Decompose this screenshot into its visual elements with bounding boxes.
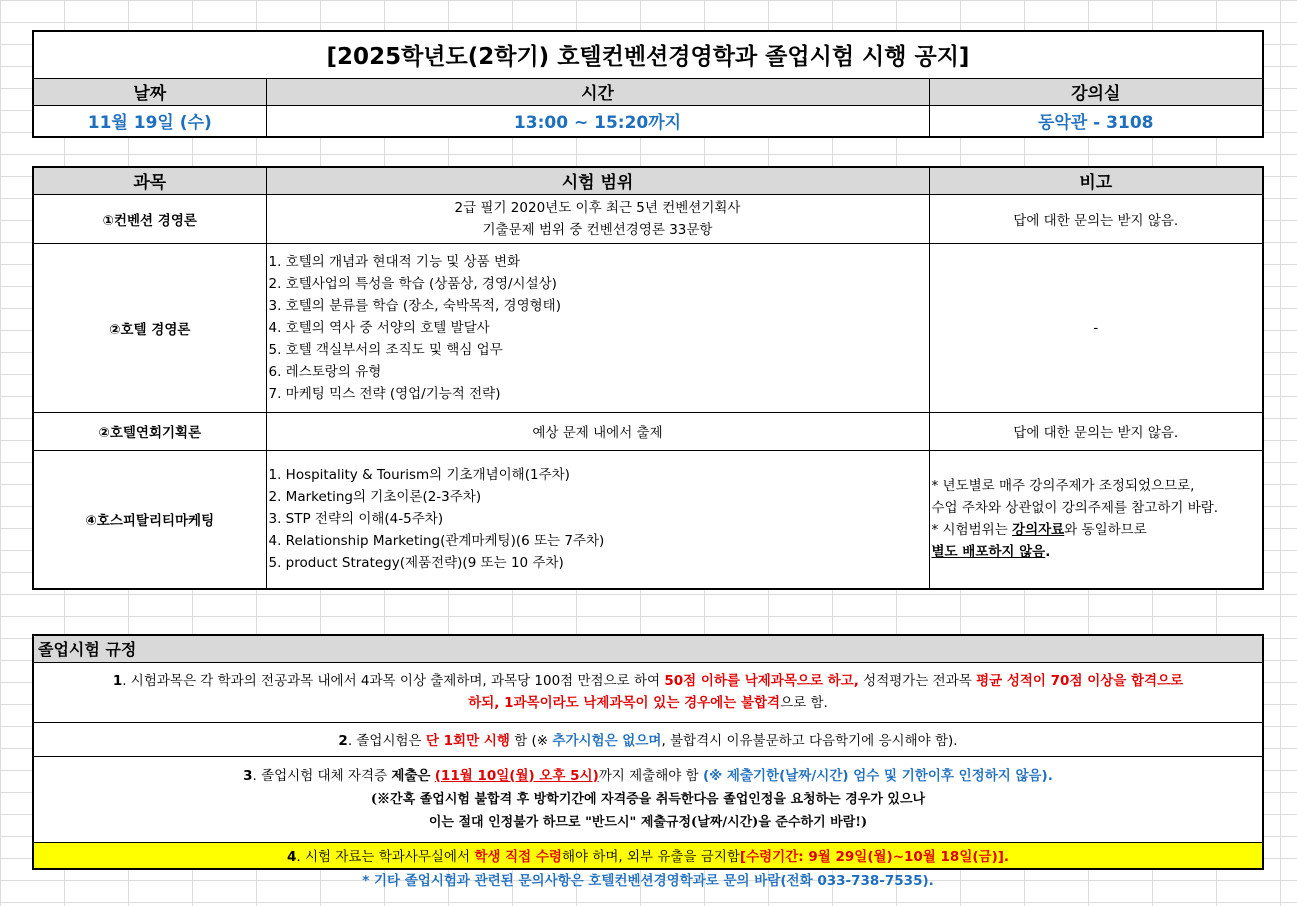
rule-emphasis: 평균 성적이 70점 이상을 합격으로 (976, 673, 1184, 689)
rule-text: 으로 함. (780, 695, 828, 711)
rule-emphasis: 제출은 (391, 767, 431, 784)
range-line: 1. Hospitality & Tourism의 기초개념이해(1주차) (268, 467, 570, 484)
range-line: 7. 마케팅 믹스 전략 (영업/기능적 전략) (268, 385, 501, 402)
rule-emphasis: [수령기간: 9월 29일(월)~10월 18일(금)]. (739, 849, 1010, 866)
header-date: 날짜 (34, 78, 266, 105)
rule-text: 해야 하며, 외부 유출을 금지함 (561, 849, 740, 866)
rule-number: 2 (338, 733, 348, 749)
range-line: 2. Marketing의 기초이론(2-3주차) (268, 489, 482, 506)
subject-name: ④호스피탈리티마케팅 (34, 450, 266, 588)
rule-1 (34, 662, 1262, 722)
range-line: 4. 호텔의 역사 중 서양의 호텔 발달사 (268, 319, 490, 336)
header-range: 시험 범위 (266, 168, 929, 194)
rule-text: 함 (※ (509, 733, 553, 749)
range-line: 2급 필기 2020년도 이후 최근 5년 컨벤션기획사 (454, 199, 741, 216)
range-line: 3. STP 전략의 이해(4-5주차) (268, 511, 444, 528)
rule-text: , 불합격시 이유불문하고 다음학기에 응시해야 함). (661, 733, 958, 749)
rule-text: . 졸업시험은 (347, 733, 426, 749)
subject-note: - (929, 243, 1262, 412)
subject-name: ②호텔연회기획론 (34, 412, 266, 450)
rule-number: 3 (243, 767, 253, 784)
range-line: 3. 호텔의 분류를 학습 (장소, 숙박목적, 경영형태) (268, 297, 561, 314)
subject-range (266, 194, 929, 243)
exam-date: 11월 19일 (수) (34, 105, 266, 136)
note-text: 와 동일하므로 (1064, 522, 1147, 539)
rule-text: 성적평가는 전과목 (858, 673, 977, 689)
rule-emphasis: 50점 이하를 낙제과목으로 하고, (664, 673, 859, 689)
rules-box (32, 634, 1264, 870)
note-text: . (1045, 544, 1051, 561)
rule-4 (34, 842, 1262, 868)
note-emphasis: 별도 배포하지 않음 (931, 544, 1046, 561)
schedule-table (34, 32, 1262, 136)
rule-text: 까지 제출해야 함 (598, 767, 703, 784)
subject-row (34, 243, 1262, 412)
exam-time: 13:00 ~ 15:20까지 (266, 105, 929, 136)
note-line: 수업 주차와 상관없이 강의주제를 참고하기 바람. (931, 500, 1219, 517)
header-subject: 과목 (34, 168, 266, 194)
range-line: 1. 호텔의 개념과 현대적 기능 및 상품 변화 (268, 253, 521, 270)
note-emphasis: 강의자료 (1012, 522, 1065, 539)
rule-line (38, 765, 1258, 788)
header-room: 강의실 (929, 78, 1262, 105)
schedule-box (32, 30, 1264, 138)
range-line: 4. Relationship Marketing(관계마케팅)(6 또는 7주차) (268, 533, 605, 550)
rule-number: 4 (286, 849, 297, 866)
subject-row (34, 194, 1262, 243)
rule-line (38, 670, 1258, 692)
subjects-table (34, 168, 1262, 588)
rules-table (34, 636, 1262, 868)
rule-emphasis: 추가시험은 없으며 (552, 733, 662, 749)
subject-note: 답에 대한 문의는 받지 않음. (929, 194, 1262, 243)
subject-range (266, 412, 929, 450)
rule-text: . 시험 자료는 학과사무실에서 (296, 849, 475, 866)
rule-warning: (※간혹 졸업시험 불합격 후 방학기간에 자격증을 취득한다음 졸업인정을 요청하는 경우가 있으나 (370, 791, 926, 807)
range-line: 2. 호텔사업의 특성을 학습 (상품상, 경영/시설상) (268, 275, 557, 292)
rule-warning: 이는 절대 인정불가 하므로 "반드시" 제출규정(날짜/시간)을 준수하기 바람!) (428, 814, 868, 830)
rule-emphasis: 학생 직접 수령 (474, 849, 562, 866)
rule-3 (34, 756, 1262, 842)
rule-emphasis: 단 1회만 시행 (425, 733, 510, 749)
rule-emphasis: (※ 제출기한(날짜/시간) 엄수 및 기한이후 인정하지 않음). (702, 767, 1053, 784)
rule-text: . 졸업시험 대체 자격증 (252, 767, 392, 784)
subject-range (266, 243, 929, 412)
range-line: 5. product Strategy(제품전략)(9 또는 10 주차) (268, 555, 564, 572)
note-line (932, 541, 1259, 563)
header-note: 비고 (929, 168, 1262, 194)
range-line: 6. 레스토랑의 유형 (268, 363, 382, 380)
rule-line (38, 692, 1258, 714)
subject-row (34, 450, 1262, 588)
note-line: * 년도별로 매주 강의주제가 조정되었으므로, (931, 478, 1195, 495)
range-line: 기출문제 범위 중 컨벤션경영론 33문항 (482, 221, 713, 238)
range-line: 5. 호텔 객실부서의 조직도 및 핵심 업무 (268, 341, 503, 358)
note-text: * 시험범위는 (931, 522, 1013, 539)
subject-name: ①컨벤션 경영론 (34, 194, 266, 243)
range-line: 예상 문제 내에서 출제 (532, 425, 663, 441)
note-line (932, 519, 1259, 541)
rules-heading: 졸업시험 규정 (34, 636, 1262, 662)
subject-name: ②호텔 경영론 (34, 243, 266, 412)
header-time: 시간 (266, 78, 929, 105)
rule-2 (34, 722, 1262, 756)
page-title: [2025학년도(2학기) 호텔컨벤션경영학과 졸업시험 시행 공지] (34, 32, 1262, 78)
subjects-box (32, 166, 1264, 590)
rule-emphasis: 하되, 1과목이라도 낙제과목이 있는 경우에는 불합격 (468, 695, 781, 711)
exam-room: 동악관 - 3108 (929, 105, 1262, 136)
subject-row (34, 412, 1262, 450)
rule-number: 1 (112, 673, 123, 689)
footer-contact: * 기타 졸업시험과 관련된 문의사항은 호텔컨벤션경영학과로 문의 바람(전화 033-738-7535). (362, 873, 934, 889)
subject-note (929, 450, 1262, 588)
subject-range (266, 450, 929, 588)
subject-note: 답에 대한 문의는 받지 않음. (929, 412, 1262, 450)
rule-deadline: (11월 10일(월) 오후 5시) (434, 767, 599, 784)
rule-text: . 시험과목은 각 학과의 전공과목 내에서 4과목 이상 출제하며, 과목당 100점 만점으로 하여 (122, 673, 665, 689)
